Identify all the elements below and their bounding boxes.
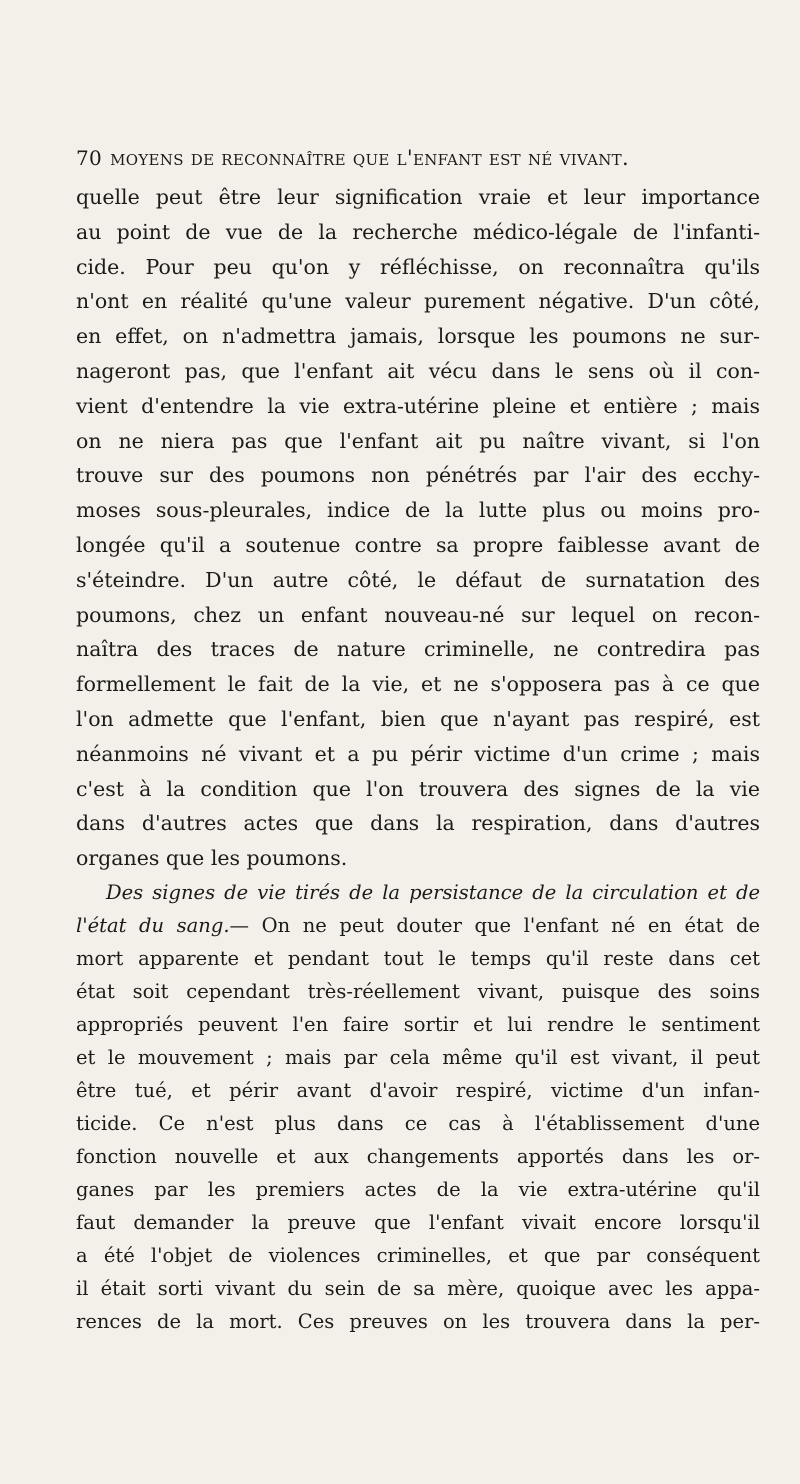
- text-line: poumons, chez un enfant nouveau-né sur lequel on recon-: [76, 602, 760, 627]
- section-heading-continued: [76, 909, 760, 942]
- text-line: s'éteindre. D'un autre côté, le défaut de surnatation des: [76, 567, 760, 592]
- text-line: rences de la mort. Ces preuves on les trouvera dans la per-: [76, 1309, 760, 1333]
- running-head: [76, 146, 756, 170]
- text-line: organes que les poumons.: [76, 846, 348, 871]
- text-line: l'on admette que l'enfant, bien que n'ayant pas respiré, est: [76, 706, 760, 731]
- text-line: fonction nouvelle et aux changements apportés dans les or-: [76, 1144, 760, 1168]
- text-line: dans d'autres actes que dans la respiration, dans d'autres: [76, 811, 760, 836]
- page-number: 70: [76, 146, 103, 170]
- text-line: et le mouvement ; mais par cela même qu'il est vivant, il peut: [76, 1045, 760, 1069]
- body-text: [76, 180, 760, 1338]
- text-line: vient d'entendre la vie extra-utérine pleine et entière ; mais: [76, 393, 760, 418]
- text-line: moses sous-pleurales, indice de la lutte plus ou moins pro-: [76, 498, 760, 523]
- text-line: longée qu'il a soutenue contre sa propre faiblesse avant de: [76, 532, 760, 557]
- text-line: ganes par les premiers actes de la vie extra-utérine qu'il: [76, 1177, 760, 1201]
- text-line: en effet, on n'admettra jamais, lorsque les poumons ne sur-: [76, 324, 760, 349]
- text-line: nageront pas, que l'enfant ait vécu dans le sens où il con-: [76, 358, 760, 383]
- text-line: néanmoins né vivant et a pu périr victime d'un crime ; mais: [76, 741, 760, 766]
- text-line: état soit cependant très-réellement vivant, puisque des soins: [76, 979, 760, 1003]
- section-heading-end: l'état du sang.: [76, 913, 230, 937]
- text-line: trouve sur des poumons non pénétrés par l'air des ecchy-: [76, 463, 760, 488]
- text-line: appropriés peuvent l'en faire sortir et lui rendre le sentiment: [76, 1012, 760, 1036]
- running-title: moyens de reconnaître que l'enfant est né vivant.: [110, 146, 629, 170]
- text-line: quelle peut être leur signification vraie et leur importance: [76, 185, 760, 209]
- text-line: on ne niera pas que l'enfant ait pu naître vivant, si l'on: [76, 428, 760, 453]
- text-line: au point de vue de la recherche médico-légale de l'infanti-: [76, 219, 760, 244]
- text-line: n'ont en réalité qu'une valeur purement négative. D'un côté,: [76, 289, 760, 314]
- text-line: il était sorti vivant du sein de sa mère, quoique avec les appa-: [76, 1276, 760, 1300]
- text-line: être tué, et périr avant d'avoir respiré, victime d'un infan-: [76, 1078, 760, 1102]
- text-line: c'est à la condition que l'on trouvera des signes de la vie: [76, 776, 760, 801]
- paragraph-start: — On ne peut douter que l'enfant né en état de: [229, 913, 760, 937]
- section-heading: Des signes de vie tirés de la persistance de la circulation et de: [106, 880, 760, 904]
- text-line: mort apparente et pendant tout le temps qu'il reste dans cet: [76, 946, 760, 970]
- text-line: ticide. Ce n'est plus dans ce cas à l'établissement d'une: [76, 1111, 760, 1135]
- text-line: faut demander la preuve que l'enfant vivait encore lorsqu'il: [76, 1210, 760, 1234]
- text-line: a été l'objet de violences criminelles, et que par conséquent: [76, 1243, 760, 1267]
- text-line: naîtra des traces de nature criminelle, ne contredira pas: [76, 637, 760, 662]
- text-line: formellement le fait de la vie, et ne s'opposera pas à ce que: [76, 672, 760, 697]
- text-line: cide. Pour peu qu'on y réfléchisse, on reconnaîtra qu'ils: [76, 254, 760, 279]
